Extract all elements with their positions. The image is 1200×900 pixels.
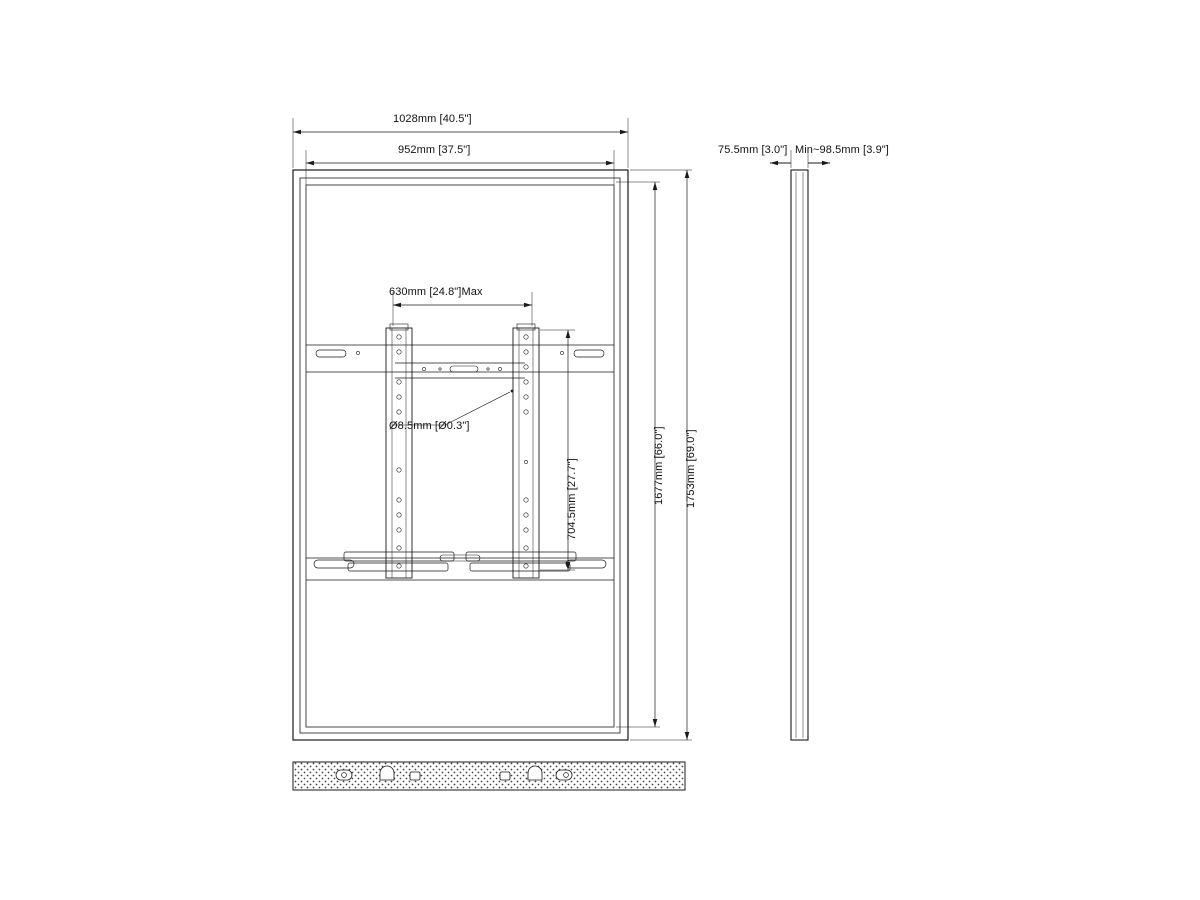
side-view-geometry bbox=[770, 150, 830, 740]
dimension-screen-width: 952mm [37.5"] bbox=[398, 144, 471, 156]
bottom-view-geometry bbox=[293, 762, 685, 790]
front-view-dimensions bbox=[293, 118, 692, 740]
dimension-screen-height: 1677mm [66.0"] bbox=[653, 426, 665, 505]
dimension-depth: 75.5mm [3.0"] bbox=[718, 144, 788, 156]
dimension-overall-width: 1028mm [40.5"] bbox=[393, 113, 472, 125]
dimension-depth-min: Min~98.5mm [3.9"] bbox=[795, 144, 889, 156]
dimension-vesa-width: 630mm [24.8"]Max bbox=[389, 286, 483, 298]
dimension-vesa-height: 704.5mm [27.7"] bbox=[566, 458, 578, 540]
front-view-geometry bbox=[293, 170, 628, 740]
dimension-overall-height: 1753mm [69.0"] bbox=[685, 429, 697, 508]
dimension-hole-diameter: Ø8.5mm [Ø0.3"] bbox=[389, 420, 470, 432]
